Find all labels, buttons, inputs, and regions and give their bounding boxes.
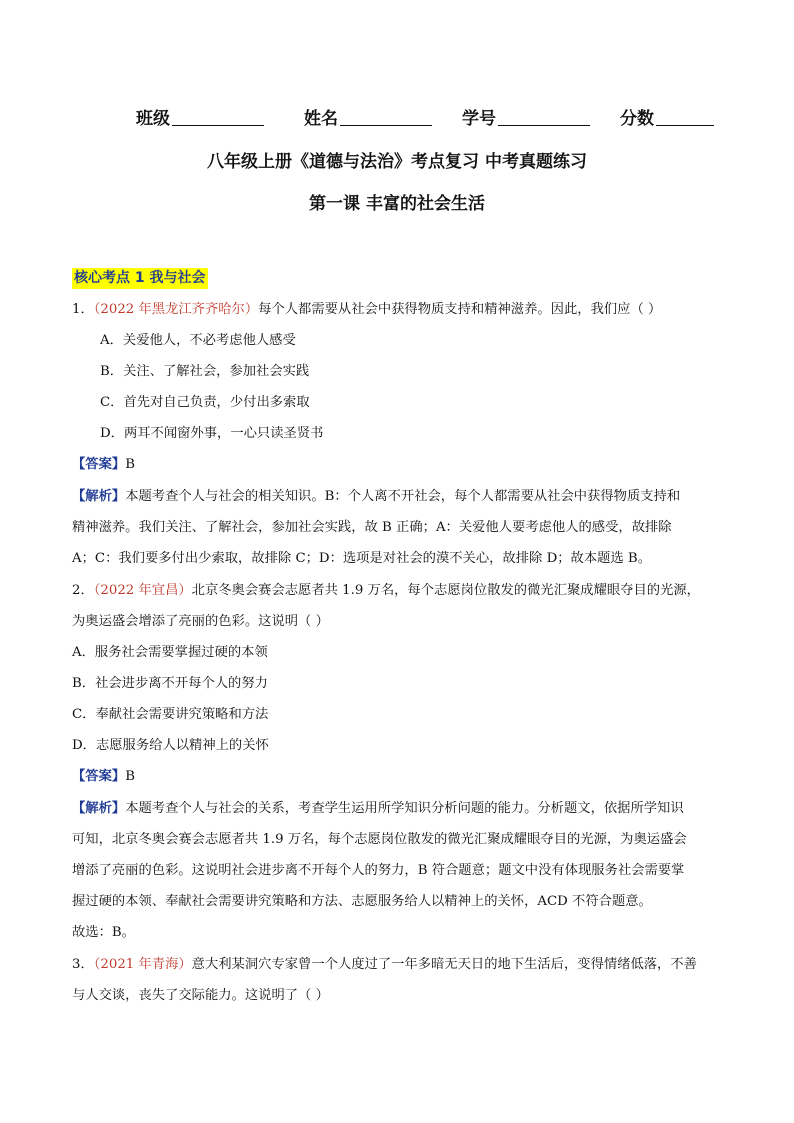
question-2-stem-line-1: [72, 580, 700, 602]
q1-option-a[interactable]: A．关爱他人，不必考虑他人感受: [100, 333, 296, 348]
answer-value: B: [125, 457, 135, 472]
score-label: 分数: [620, 109, 654, 129]
q1-option-b[interactable]: B．关注、了解社会，参加社会实践: [100, 364, 310, 379]
q2-option-a[interactable]: A．服务社会需要掌握过硬的本领: [72, 645, 268, 660]
q2-analysis-line-3: 增添了亮丽的色彩。这说明社会进步离不开每个人的努力，B 符合题意；题文中没有体现服务社会需要掌: [72, 863, 685, 878]
score-field[interactable]: [620, 104, 714, 129]
class-field[interactable]: [136, 104, 264, 129]
score-blank-line[interactable]: [656, 107, 714, 126]
q2-option-c[interactable]: C．奉献社会需要讲究策略和方法: [72, 707, 269, 722]
number-blank-line[interactable]: [498, 107, 590, 126]
analysis-text: 本题考查个人与社会的相关知识。B：个人离不开社会，每个人都需要从社会中获得物质支持和: [125, 489, 681, 504]
answer-tag: 【答案】: [72, 769, 126, 784]
question-number: 1．: [72, 302, 94, 317]
student-info-fields: [136, 104, 726, 132]
q1-analysis-line-2: 精神滋养。我们关注、了解社会，参加社会实践，故 B 正确；A：关爱他人要考虑他人的感受，故排除: [72, 520, 672, 535]
question-source: （2022 年宜昌）: [93, 583, 192, 598]
question-3-stem-line-2: 与人交谈，丧失了交际能力。这说明了（ ）: [72, 988, 329, 1003]
name-label: 姓名: [304, 109, 338, 129]
q2-analysis-line-1: [72, 798, 684, 820]
analysis-tag: 【解析】: [72, 801, 126, 816]
class-label: 班级: [136, 109, 170, 129]
q2-option-d[interactable]: D．志愿服务给人以精神上的关怀: [72, 738, 269, 753]
q2-answer: [72, 766, 135, 788]
q1-analysis-line-3: A；C：我们要多付出少索取，故排除 C；D：选项是对社会的漠不关心，故排除 D；故本题选 B。: [72, 551, 652, 566]
question-2-stem-line-2: 为奥运盛会增添了亮丽的色彩。这说明（ ）: [72, 614, 329, 629]
answer-value: B: [125, 769, 135, 784]
q2-analysis-line-4: 握过硬的本领、奉献社会需要讲究策略和方法、志愿服务给人以精神上的关怀，ACD 不符合题意。: [72, 894, 652, 909]
question-source: （2022 年黑龙江齐齐哈尔）: [93, 302, 259, 317]
question-number: 3．: [72, 957, 94, 972]
answer-tag: 【答案】: [72, 457, 126, 472]
question-number: 2．: [72, 583, 94, 598]
question-text: 意大利某洞穴专家曾一个人度过了一年多暗无天日的地下生活后，变得情绪低落，不善: [191, 957, 697, 972]
question-3-stem-line-1: [72, 954, 697, 976]
name-field[interactable]: [304, 104, 432, 129]
question-text: 每个人都需要从社会中获得物质支持和精神滋养。因此，我们应（ ）: [258, 302, 662, 317]
q1-option-c[interactable]: C．首先对自己负责，少付出多索取: [100, 395, 310, 410]
analysis-text: 本题考查个人与社会的关系，考查学生运用所学知识分析问题的能力。分析题文，依据所学知识: [125, 801, 684, 816]
document-title: 八年级上册《道德与法治》考点复习 中考真题练习: [207, 152, 587, 172]
question-source: （2021 年青海）: [93, 957, 192, 972]
analysis-tag: 【解析】: [72, 489, 126, 504]
lesson-title: 第一课 丰富的社会生活: [309, 194, 485, 214]
section-heading: 核心考点 1 我与社会: [72, 268, 208, 289]
q2-option-b[interactable]: B．社会进步离不开每个人的努力: [72, 676, 268, 691]
q2-analysis-line-2: 可知，北京冬奥会赛会志愿者共 1.9 万名，每个志愿岗位散发的微光汇聚成耀眼夺目的光源，为奥运盛会: [72, 832, 687, 847]
question-1-stem: [72, 299, 661, 321]
number-label: 学号: [462, 109, 496, 129]
class-blank-line[interactable]: [172, 107, 264, 126]
q1-analysis-line-1: [72, 486, 680, 508]
q2-conclusion: 故选：B。: [72, 925, 135, 940]
q1-answer: [72, 454, 135, 476]
name-blank-line[interactable]: [340, 107, 432, 126]
q1-option-d[interactable]: D．两耳不闻窗外事，一心只读圣贤书: [100, 426, 324, 441]
question-text: 北京冬奥会赛会志愿者共 1.9 万名，每个志愿岗位散发的微光汇聚成耀眼夺目的光源，: [191, 583, 700, 598]
number-field[interactable]: [462, 104, 590, 129]
